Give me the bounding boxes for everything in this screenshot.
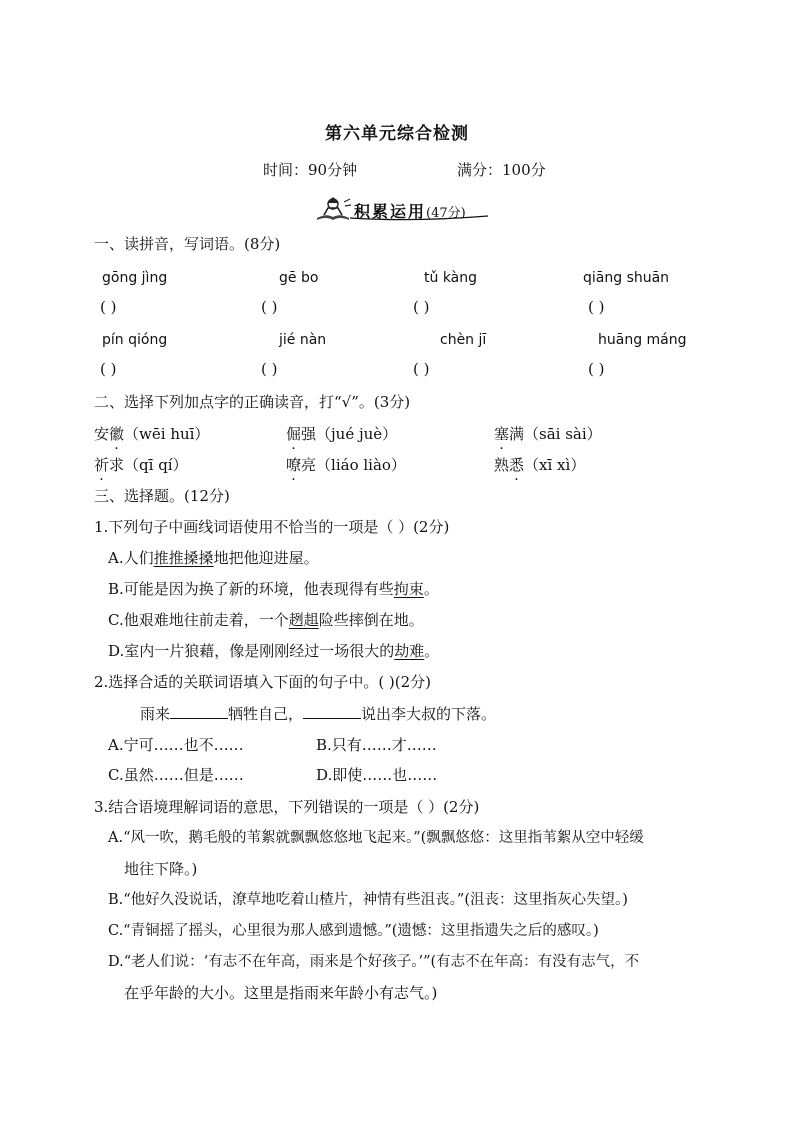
pinyin-6: jié nàn [279, 332, 327, 348]
q3-2-option-a[interactable]: A.宁可……也不…… [108, 736, 244, 754]
reading-item-1[interactable]: 安徽（wēi huī） [94, 425, 210, 443]
answer-box-5[interactable]: ( ) [100, 360, 117, 378]
q3-3-option-d-cont: 在乎年龄的大小。这里是指雨来年龄小有志气。) [124, 984, 438, 1002]
q3-3-option-d[interactable]: D.“老人们说：‘有志不在年高，雨来是个好孩子。’”(有志不在年高：有没有志气，不 [108, 954, 640, 970]
page-title: 第六单元综合检测 [325, 124, 469, 144]
pinyin-2: gē bo [279, 270, 319, 286]
q3-2-option-b[interactable]: B.只有……才…… [316, 736, 437, 754]
reading-item-4[interactable]: 祈求（qī qí） [94, 456, 188, 474]
q3-heading: 三、选择题。(12分) [94, 487, 230, 505]
full-score: 满分：100分 [457, 161, 546, 179]
reading-item-2[interactable]: 倔强（jué juè） [286, 425, 398, 443]
pinyin-3: tǔ kàng [424, 270, 478, 286]
q2-heading: 二、选择下列加点字的正确读音，打“√”。(3分) [94, 393, 411, 411]
q3-3-option-a[interactable]: A.“风一吹，鹅毛般的苇絮就飘飘悠悠地飞起来。”(飘飘悠悠：这里指苇絮从空中轻缓 [108, 830, 644, 846]
q3-3-option-a-cont: 地往下降。) [124, 860, 198, 878]
answer-box-1[interactable]: ( ) [100, 298, 117, 316]
q3-1-stem: 1.下列句子中画线词语使用不恰当的一项是（ ）(2分) [94, 518, 450, 536]
pinyin-1: gōng jìng [102, 270, 168, 286]
answer-box-2[interactable]: ( ) [261, 298, 278, 316]
pinyin-4: qiāng shuān [583, 270, 670, 286]
pinyin-5: pín qióng [102, 332, 168, 348]
answer-box-4[interactable]: ( ) [588, 298, 605, 316]
banner-underline [314, 196, 490, 222]
q3-1-option-d[interactable]: D.室内一片狼藉，像是刚刚经过一场很大的劫难。 [108, 642, 440, 660]
q3-2-option-c[interactable]: C.虽然……但是…… [108, 766, 244, 784]
blank-1[interactable] [170, 704, 228, 719]
answer-box-8[interactable]: ( ) [588, 360, 605, 378]
reading-item-3[interactable]: 塞满（sāi sài） [494, 425, 602, 443]
q3-2-stem: 2.选择合适的关联词语填入下面的句子中。( )(2分) [94, 673, 432, 691]
q3-1-option-c[interactable]: C.他艰难地往前走着，一个趔趄险些摔倒在地。 [108, 611, 424, 629]
pinyin-8: huāng máng [598, 332, 687, 348]
answer-box-6[interactable]: ( ) [261, 360, 278, 378]
answer-box-3[interactable]: ( ) [413, 298, 430, 316]
q3-1-option-b[interactable]: B.可能是因为换了新的环境，他表现得有些拘束。 [108, 580, 439, 598]
q3-3-stem: 3.结合语境理解词语的意思，下列错误的一项是（ ）(2分) [94, 798, 480, 816]
blank-2[interactable] [303, 704, 361, 719]
section-points: (47分) [426, 206, 466, 221]
q3-3-option-b[interactable]: B.“他好久没说话，潦草地吃着山楂片，神情有些沮丧。”(沮丧：这里指灰心失望。) [108, 892, 628, 908]
pinyin-7: chèn jī [440, 332, 487, 348]
time-limit: 时间：90分钟 [263, 161, 358, 179]
q3-2-option-d[interactable]: D.即使……也…… [316, 766, 438, 784]
q3-2-sentence: 雨来 牺牲自己， 说出李大叔的下落。 [140, 705, 497, 723]
q1-heading: 一、读拼音，写词语。(8分) [94, 235, 281, 253]
section-label: 积累运用 [354, 202, 427, 221]
reading-item-6[interactable]: 熟悉（xī xì） [494, 456, 586, 474]
answer-box-7[interactable]: ( ) [413, 360, 430, 378]
reading-item-5[interactable]: 嘹亮（liáo liào） [286, 456, 406, 474]
section-banner [314, 196, 490, 222]
q3-1-option-a[interactable]: A.人们推推搡搡地把他迎进屋。 [108, 549, 319, 567]
q3-3-option-c[interactable]: C.“青铜摇了摇头，心里很为那人感到遗憾。”(遗憾：这里指遗失之后的感叹。) [108, 923, 599, 939]
